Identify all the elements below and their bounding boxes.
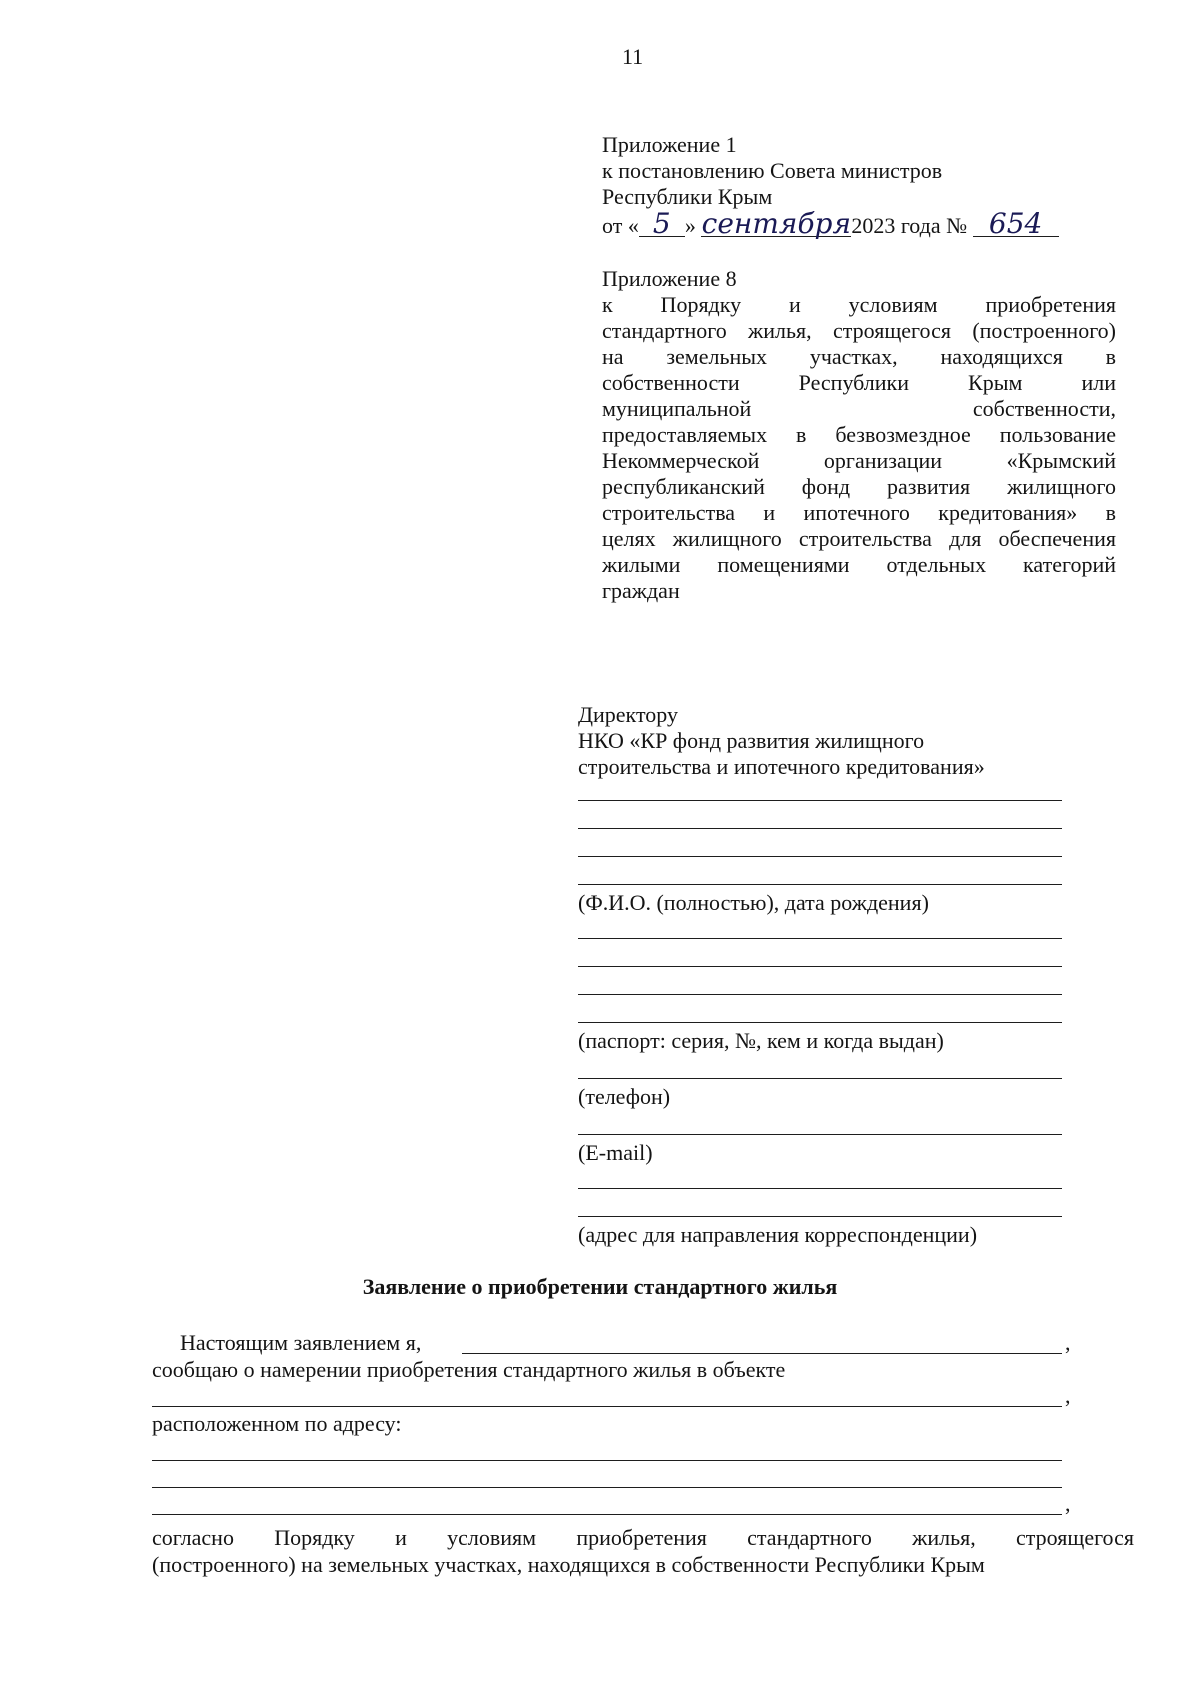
page-number: 11 [622, 44, 644, 69]
comma: , [1065, 1383, 1071, 1408]
email-label: (E-mail) [578, 1140, 653, 1165]
statement-line2: сообщаю о намерении приобретения стандартного жилья в объекте [152, 1357, 786, 1382]
email-line[interactable] [578, 1134, 1062, 1135]
statement-para-line2: (построенного) на земельных участках, находящихся в собственности Республики Крым [152, 1552, 985, 1577]
appendix1-line3: Республики Крым [602, 184, 773, 209]
statement-heading: Заявление о приобретении стандартного жилья [362, 1274, 838, 1299]
fio-line[interactable] [578, 800, 1062, 801]
addressee-line1: Директору [578, 702, 678, 727]
comma: , [1065, 1330, 1071, 1355]
fio-line[interactable] [578, 828, 1062, 829]
appendix8-title: Приложение 8 [602, 266, 737, 291]
appendix8-line: жилыми помещениями отдельных категорий [602, 552, 1116, 577]
passport-label: (паспорт: серия, №, кем и когда выдан) [578, 1028, 944, 1053]
appendix1-date-line [602, 207, 1059, 240]
appendix1-line2: к постановлению Совета министров [602, 158, 943, 183]
phone-label: (телефон) [578, 1084, 671, 1109]
address-label: (адрес для направления корреспонденции) [578, 1222, 978, 1247]
address-fill-line[interactable] [152, 1514, 1062, 1515]
date-prefix: от « [602, 213, 639, 238]
appendix8-line: к Порядку и условиям приобретения [602, 292, 1116, 317]
fio-line[interactable] [578, 884, 1062, 885]
appendix8-line: собственности Республики Крым или [602, 370, 1116, 395]
appendix8-line: граждан [602, 578, 680, 603]
statement-line1: Настоящим заявлением я, [180, 1330, 422, 1355]
phone-line[interactable] [578, 1078, 1062, 1079]
fio-label: (Ф.И.О. (полностью), дата рождения) [578, 890, 929, 915]
date-month: сентября [701, 207, 851, 240]
statement-para-line1: согласно Порядку и условиям приобретения стандартного жилья, строящегося [152, 1525, 1134, 1550]
appendix8-line: стандартного жилья, строящегося (построенного) [602, 318, 1116, 343]
applicant-name-line[interactable] [462, 1353, 1062, 1354]
address-line[interactable] [578, 1188, 1062, 1189]
passport-line[interactable] [578, 994, 1062, 995]
object-line[interactable] [152, 1406, 1062, 1407]
passport-line[interactable] [578, 966, 1062, 967]
fio-line[interactable] [578, 856, 1062, 857]
address-line[interactable] [578, 1216, 1062, 1217]
appendix8-line: муниципальной собственности, [602, 396, 1116, 421]
comma: , [1065, 1491, 1071, 1516]
appendix8-line: строительства и ипотечного кредитования» в [602, 500, 1116, 525]
date-sep: » [684, 213, 696, 238]
date-year: 2023 года № [851, 213, 968, 238]
address-fill-line[interactable] [152, 1487, 1062, 1488]
statement-line3: расположенном по адресу: [152, 1411, 402, 1436]
appendix8-line: целях жилищного строительства для обеспечения [602, 526, 1116, 551]
date-day: 5 [639, 212, 685, 237]
addressee-line2: НКО «КР фонд развития жилищного [578, 728, 925, 753]
appendix8-line: Некоммерческой организации «Крымский [602, 448, 1116, 473]
addressee-line3: строительства и ипотечного кредитования» [578, 754, 985, 779]
appendix8-line: республиканский фонд развития жилищного [602, 474, 1116, 499]
appendix8-line: предоставляемых в безвозмездное пользование [602, 422, 1116, 447]
address-fill-line[interactable] [152, 1460, 1062, 1461]
passport-line[interactable] [578, 1022, 1062, 1023]
appendix1-title: Приложение 1 [602, 132, 737, 157]
passport-line[interactable] [578, 938, 1062, 939]
appendix8-line: на земельных участках, находящихся в [602, 344, 1116, 369]
date-number: 654 [973, 212, 1059, 237]
